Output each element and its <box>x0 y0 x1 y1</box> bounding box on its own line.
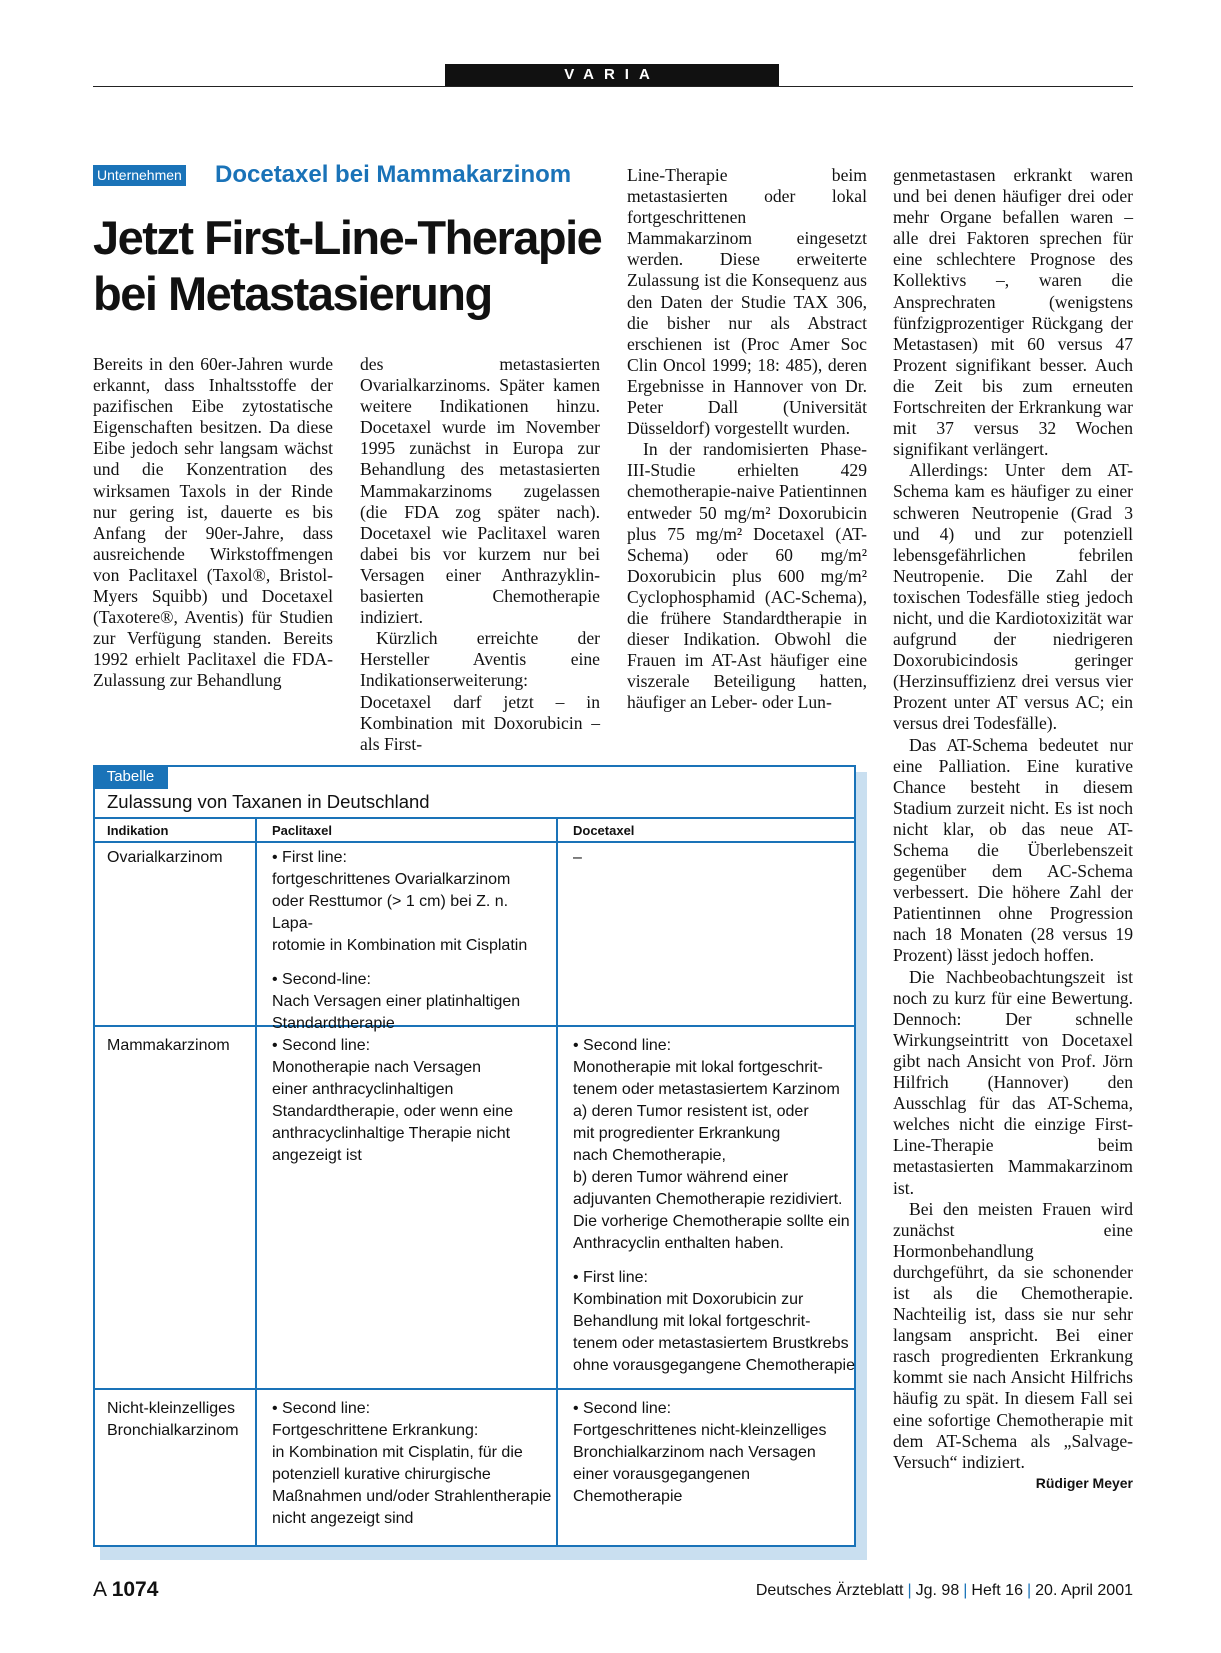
cell-line: fortgeschrittenes Ovarialkarzinom <box>272 871 511 888</box>
table-cell-indication: Nicht-kleinzelliges Bronchialkarzinom <box>107 1400 239 1439</box>
body-column-2 <box>360 354 600 755</box>
table-cell-docetaxel <box>573 1035 855 1377</box>
cell-line: tenem oder metastasiertem Brustkrebs <box>573 1335 849 1352</box>
cell-line: • Second line: <box>272 1037 371 1054</box>
header-rule <box>93 86 1133 87</box>
table-cell-docetaxel <box>573 1398 855 1508</box>
cell-line: Monotherapie nach Versagen <box>272 1059 482 1076</box>
table-cell-paclitaxel <box>272 1398 554 1530</box>
paragraph: Kürzlich erreichte der Hersteller Aventis eine Indikationserweiterung: Docetaxel darf jetzt – in Kombination mit Doxorubicin – als First- <box>360 628 600 754</box>
cell-block <box>573 1267 855 1377</box>
table-cell-docetaxel <box>573 847 853 869</box>
journal-name: Deutsches Ärzteblatt <box>755 1582 904 1599</box>
article-kicker: Docetaxel bei Mammakarzinom <box>215 161 572 188</box>
cell-line: nach Chemotherapie, <box>573 1147 726 1164</box>
paragraph: Line-Therapie beim metastasierten oder lokal fortgeschrittenen Mammakarzinom eingesetzt werden. Diese erweiterte Zulassung ist die Konsequenz aus den Daten der Studie TAX 306, die bisher nur als Abstract erschienen ist (Proc Amer Soc Clin Oncol 1999; 18: 485), deren Ergebnisse in Hannover von Dr. Peter Dall (Universität Düsseldorf) vorgestellt wurden. <box>627 165 867 439</box>
category-tag: Unternehmen <box>93 165 186 186</box>
table-rule <box>93 841 856 843</box>
paragraph <box>893 1198 1133 1491</box>
table-cell-paclitaxel <box>272 1035 552 1167</box>
cell-line: Die vorherige Chemotherapie sollte ein <box>573 1213 850 1230</box>
journal-footer <box>756 1582 1133 1600</box>
page-number-value: 1074 <box>111 1578 159 1601</box>
cell-line: Bronchialkarzinom nach Versagen <box>573 1444 816 1461</box>
table-cell-indication: Mammakarzinom <box>107 1037 230 1054</box>
cell-line: Fortgeschrittenes nicht-kleinzelliges <box>573 1422 827 1439</box>
cell-line: rotomie in Kombination mit Cisplatin <box>272 937 528 954</box>
footer-separator: | <box>907 1582 912 1599</box>
table-cell-indication: Ovarialkarzinom <box>107 849 223 866</box>
cell-line: potenziell kurative chirurgische <box>272 1466 491 1483</box>
cell-block <box>573 1398 855 1508</box>
table-column-divider <box>255 817 257 1545</box>
cell-line: Standardtherapie, oder wenn eine <box>272 1103 514 1120</box>
table-title: Zulassung von Taxanen in Deutschland <box>107 791 430 812</box>
cell-line: Monotherapie mit lokal fortgeschrit- <box>573 1059 823 1076</box>
cell-line: Nach Versagen einer platinhaltigen <box>272 993 521 1010</box>
cell-block <box>272 969 552 1035</box>
table-cell-paclitaxel <box>272 847 552 1035</box>
cell-line: Fortgeschrittene Erkrankung: <box>272 1422 479 1439</box>
table-header-docetaxel: Docetaxel <box>573 823 635 838</box>
cell-line: Anthracyclin enthalten haben. <box>573 1235 784 1252</box>
cell-line: anthracyclinhaltige Therapie nicht <box>272 1125 511 1142</box>
cell-line: Standardtherapie <box>272 1015 395 1032</box>
cell-line: • Second line: <box>272 1400 371 1417</box>
cell-block <box>272 847 552 957</box>
cell-line: • Second-line: <box>272 971 371 988</box>
paragraph: Bereits in den 60er-Jahren wurde erkannt, dass Inhaltsstoffe der pazifischen Eibe zytostatische Eigenschaften besitzen. Da diese Eibe jedoch sehr langsam wächst und die Konzentration des wirksamen Taxols in der Rinde nur gering ist, dauerte es bis Anfang der 90er-Jahre, dass ausreichende Wirkstoffmengen von Paclitaxel (Taxol®, Bristol-Myers Squibb) und Docetaxel (Taxotere®, Aventis) für Studien zur Verfügung standen. Bereits 1992 erhielt Paclitaxel die FDA-Zulassung zur Behandlung <box>93 354 333 691</box>
paragraph: Allerdings: Unter dem AT-Schema kam es häufiger zu einer schweren Neutropenie (Grad 3 und 4) und zur potenziell lebensgefährlichen febrilen Neutropenie. Die Zahl der toxischen Todesfälle stieg jedoch nicht, und die Kardiotoxizität war aufgrund der niedrigeren Doxorubicindosis geringer (Herzinsuffizienz drei versus vier Prozent unter AT versus AC; ein versus drei Todesfälle). <box>893 460 1133 734</box>
cell-block <box>272 1035 552 1167</box>
headline-line-2: bei Metastasierung <box>93 267 492 320</box>
paragraph: Die Nachbeobachtungszeit ist noch zu kurz für eine Bewertung. Dennoch: Der schnelle Wirkungseintritt von Docetaxel gibt nach Ansicht von Prof. Jörn Hilfrich (Hannover) den Ausschlag für das AT-Schema, welches nicht die einzige First-Line-Therapie beim metastasierten Mammakarzinom ist. <box>893 966 1133 1198</box>
cell-line: tenem oder metastasiertem Karzinom <box>573 1081 840 1098</box>
cell-line: angezeigt ist <box>272 1147 362 1164</box>
footer-separator: | <box>1026 1582 1032 1599</box>
cell-line: einer vorausgegangenen Chemotherapie <box>573 1466 751 1505</box>
cell-line: Behandlung mit lokal fortgeschrit- <box>573 1313 811 1330</box>
table-tag: Tabelle <box>93 765 168 789</box>
cell-line: • First line: <box>573 1269 648 1286</box>
table-column-divider <box>556 817 558 1545</box>
paragraph: des metastasierten Ovarialkarzinoms. Später kamen weitere Indikationen hinzu. Docetaxel wurde im November 1995 zunächst in Europa zur Behandlung des metastasierten Mammakarzinoms zugelassen (die FDA zog später nach). Docetaxel wie Paclitaxel waren dabei bis vor kurzem nur bei Versagen einer Anthrazyklin-basierten Chemotherapie indiziert. <box>360 354 600 628</box>
paragraph: Das AT-Schema bedeutet nur eine Palliation. Eine kurative Chance besteht in diesem Stadium zurzeit nicht. Es ist noch nicht klar, ob das neue AT-Schema die Überlebenszeit gegenüber dem AC-Schema verbessert. Die höhere Zahl der Patientinnen ohne Progression nach 18 Monaten (28 versus 19 Prozent) lässt jedoch hoffen. <box>893 734 1133 966</box>
section-label: VARIA <box>445 64 779 86</box>
article-headline <box>93 210 623 322</box>
cell-line: einer anthracyclinhaltigen <box>272 1081 454 1098</box>
cell-line: oder Resttumor (> 1 cm) bei Z. n. Lapa- <box>272 893 509 932</box>
author-byline: Rüdiger Meyer <box>1035 1474 1133 1491</box>
cell-line: • First line: <box>272 849 347 866</box>
paragraph: genmetastasen erkrankt waren und bei denen häufiger drei oder mehr Organe befallen waren – alle drei Faktoren sprechen für eine schlechtere Prognose des Kollektivs –, waren die Ansprechraten (wenigstens fünfzigprozentiger Rückgang der Metastasen) mit 60 versus 47 Prozent signifikant besser. Auch die Zeit bis zum erneuten Fortschreiten der Erkrankung war mit 37 versus 32 Wochen signifikant verlängert. <box>893 165 1133 460</box>
table-rule <box>93 817 856 819</box>
page-number <box>93 1578 158 1602</box>
cell-line: in Kombination mit Cisplatin, für die <box>272 1444 523 1461</box>
cell-line: mit progredienter Erkrankung <box>573 1125 781 1142</box>
cell-line: a) deren Tumor resistent ist, oder <box>573 1103 809 1120</box>
table-header-paclitaxel: Paclitaxel <box>272 823 332 838</box>
cell-line: • Second line: <box>573 1037 672 1054</box>
page-prefix: A <box>93 1578 106 1601</box>
headline-line-1: Jetzt First-Line-Therapie <box>93 211 602 264</box>
paragraph: In der randomisierten Phase-III-Studie erhielten 429 chemotherapie-naive Patientinnen entweder 50 mg/m² Doxorubicin plus 75 mg/m² Docetaxel (AT-Schema) oder 60 mg/m² Doxorubicin plus 600 mg/m² Cyclophosphamid (AC-Schema), die frühere Standardtherapie in dieser Indikation. Obwohl die Frauen im AT-Ast häufiger eine viszerale Beteiligung hatten, häufiger an Leber- oder Lun- <box>627 439 867 713</box>
body-column-4 <box>893 165 1133 1494</box>
journal-issue: Heft 16 <box>971 1582 1023 1599</box>
cell-line: – <box>573 849 582 866</box>
cell-line: • Second line: <box>573 1400 672 1417</box>
cell-line: Maßnahmen und/oder Strahlentherapie <box>272 1488 552 1505</box>
paragraph-text: Bei den meisten Frauen wird zunächst eine Hormonbehandlung durchgeführt, da sie schonender ist als die Chemotherapie. Nachteilig ist, dass sie nur sehr langsam anspricht. Bei einer rasch progredienten Erkrankung kommt sie nach Ansicht Hilfrichs häufig zu spät. In diesem Fall sei eine sofortige Chemotherapie mit dem AT-Schema als „Salvage-Versuch“ indiziert. <box>893 1198 1133 1472</box>
cell-block <box>272 1398 554 1530</box>
cell-block <box>573 1035 855 1255</box>
journal-volume: Jg. 98 <box>915 1582 960 1599</box>
cell-line: Kombination mit Doxorubicin zur <box>573 1291 804 1308</box>
footer-separator: | <box>963 1582 968 1599</box>
cell-line: b) deren Tumor während einer <box>573 1169 789 1186</box>
cell-line: ohne vorausgegangene Chemotherapie <box>573 1357 855 1374</box>
body-column-1 <box>93 354 333 692</box>
table-rule <box>93 1388 856 1390</box>
journal-date: 20. April 2001 <box>1035 1582 1133 1599</box>
cell-line: nicht angezeigt sind <box>272 1510 414 1527</box>
body-column-3 <box>627 165 867 713</box>
table-header-indication: Indikation <box>107 823 169 838</box>
cell-line: adjuvanten Chemotherapie rezidiviert. <box>573 1191 843 1208</box>
